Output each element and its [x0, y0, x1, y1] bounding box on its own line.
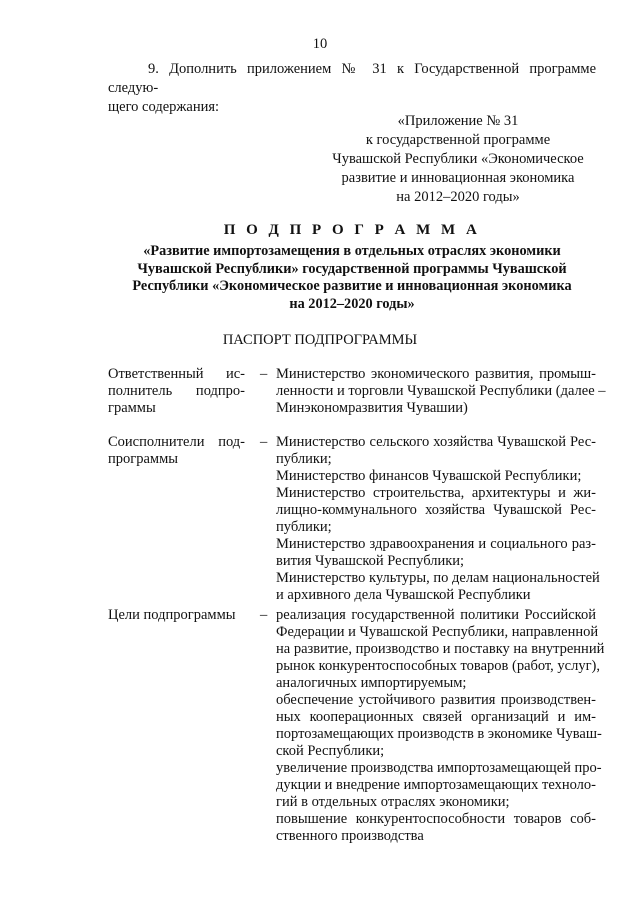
appendix-line: на 2012–2020 годы» [396, 189, 520, 205]
value-line: Министерство культуры, по делам национальностей [276, 570, 600, 586]
value-line: публики; [276, 451, 332, 467]
label-line: Соисполнители под- [108, 434, 245, 450]
value-line: лищно-коммунального хозяйства Чувашской Рес- [276, 502, 596, 518]
value-line: увеличение производства импортозамещающей про- [276, 760, 602, 776]
row-dash: – [260, 434, 268, 450]
intro-paragraph [108, 60, 596, 117]
value-line: публики; [276, 519, 332, 535]
passport-header: ПАСПОРТ ПОДПРОГРАММЫ [222, 332, 418, 348]
value-line: ственного производства [276, 828, 424, 844]
page-number: 10 [312, 36, 328, 52]
label-line: граммы [108, 400, 156, 416]
label-line: программы [108, 451, 178, 467]
row-dash: – [260, 366, 268, 382]
value-line: рынок конкурентоспособных товаров (работ, услуг), [276, 658, 601, 674]
value-line: ных кооперационных связей организаций и им- [276, 709, 596, 725]
value-line: на развитие, производство и поставку на внутренний [276, 641, 605, 657]
title-block [108, 221, 596, 313]
value-line: реализация государственной политики Российской [276, 607, 596, 623]
document-subtitle [108, 243, 596, 313]
value-line: Министерство здравоохранения и социального раз- [276, 536, 596, 552]
intro-line-2: щего содержания: [108, 99, 220, 115]
intro-line-1: 9. Дополнить приложением № 31 к Государственной программе следую- [108, 61, 596, 96]
subtitle-line: на 2012–2020 годы» [289, 295, 415, 312]
value-line: Министерство сельского хозяйства Чувашской Рес- [276, 434, 596, 450]
appendix-line: Чувашской Республики «Экономическое [332, 151, 584, 167]
value-line: Министерство экономического развития, промыш- [276, 366, 596, 382]
label-line: Цели подпрограммы [108, 607, 236, 623]
value-line: Министерство финансов Чувашской Республики; [276, 468, 582, 484]
value-line: ленности и торговли Чувашской Республики (далее – [276, 383, 606, 399]
value-line: повышение конкурентоспособности товаров соб- [276, 811, 596, 827]
value-line: обеспечение устойчивого развития производствен- [276, 692, 596, 708]
row-label [108, 434, 245, 468]
appendix-line: «Приложение № 31 [397, 113, 519, 129]
value-line: и архивного дела Чувашской Республики [276, 587, 531, 603]
row-dash: – [260, 607, 268, 623]
value-line: Министерство строительства, архитектуры и жи- [276, 485, 596, 501]
row-value [276, 366, 606, 417]
appendix-line: к государственной программе [365, 132, 551, 148]
row-value [276, 607, 605, 845]
label-line: полнитель подпро- [108, 383, 245, 399]
value-line: аналогичных импортируемым; [276, 675, 467, 691]
value-line: ской Республики; [276, 743, 385, 759]
value-line: гий в отдельных отраслях экономики; [276, 794, 510, 810]
label-line: Ответственный ис- [108, 366, 245, 382]
appendix-line: развитие и инновационная экономика [341, 170, 575, 186]
value-line: вития Чувашской Республики; [276, 553, 465, 569]
value-line: портозамещающих производств в экономике Чуваш- [276, 726, 602, 742]
subtitle-line: Чувашской Республики» государственной программы Чувашской [137, 260, 567, 277]
value-line: дукции и внедрение импортозамещающих техноло- [276, 777, 596, 793]
row-label [108, 366, 245, 417]
appendix-note [320, 112, 596, 207]
document-title: П О Д П Р О Г Р А М М А [223, 222, 481, 238]
subtitle-line: «Развитие импортозамещения в отдельных отраслях экономики [143, 243, 561, 259]
value-line: Минэкономразвития Чувашии) [276, 400, 468, 416]
value-line: Федерации и Чувашской Республики, направленной [276, 624, 599, 640]
subtitle-line: Республики «Экономическое развитие и инновационная экономика [132, 278, 572, 294]
row-label [108, 607, 245, 624]
row-value [276, 434, 600, 604]
